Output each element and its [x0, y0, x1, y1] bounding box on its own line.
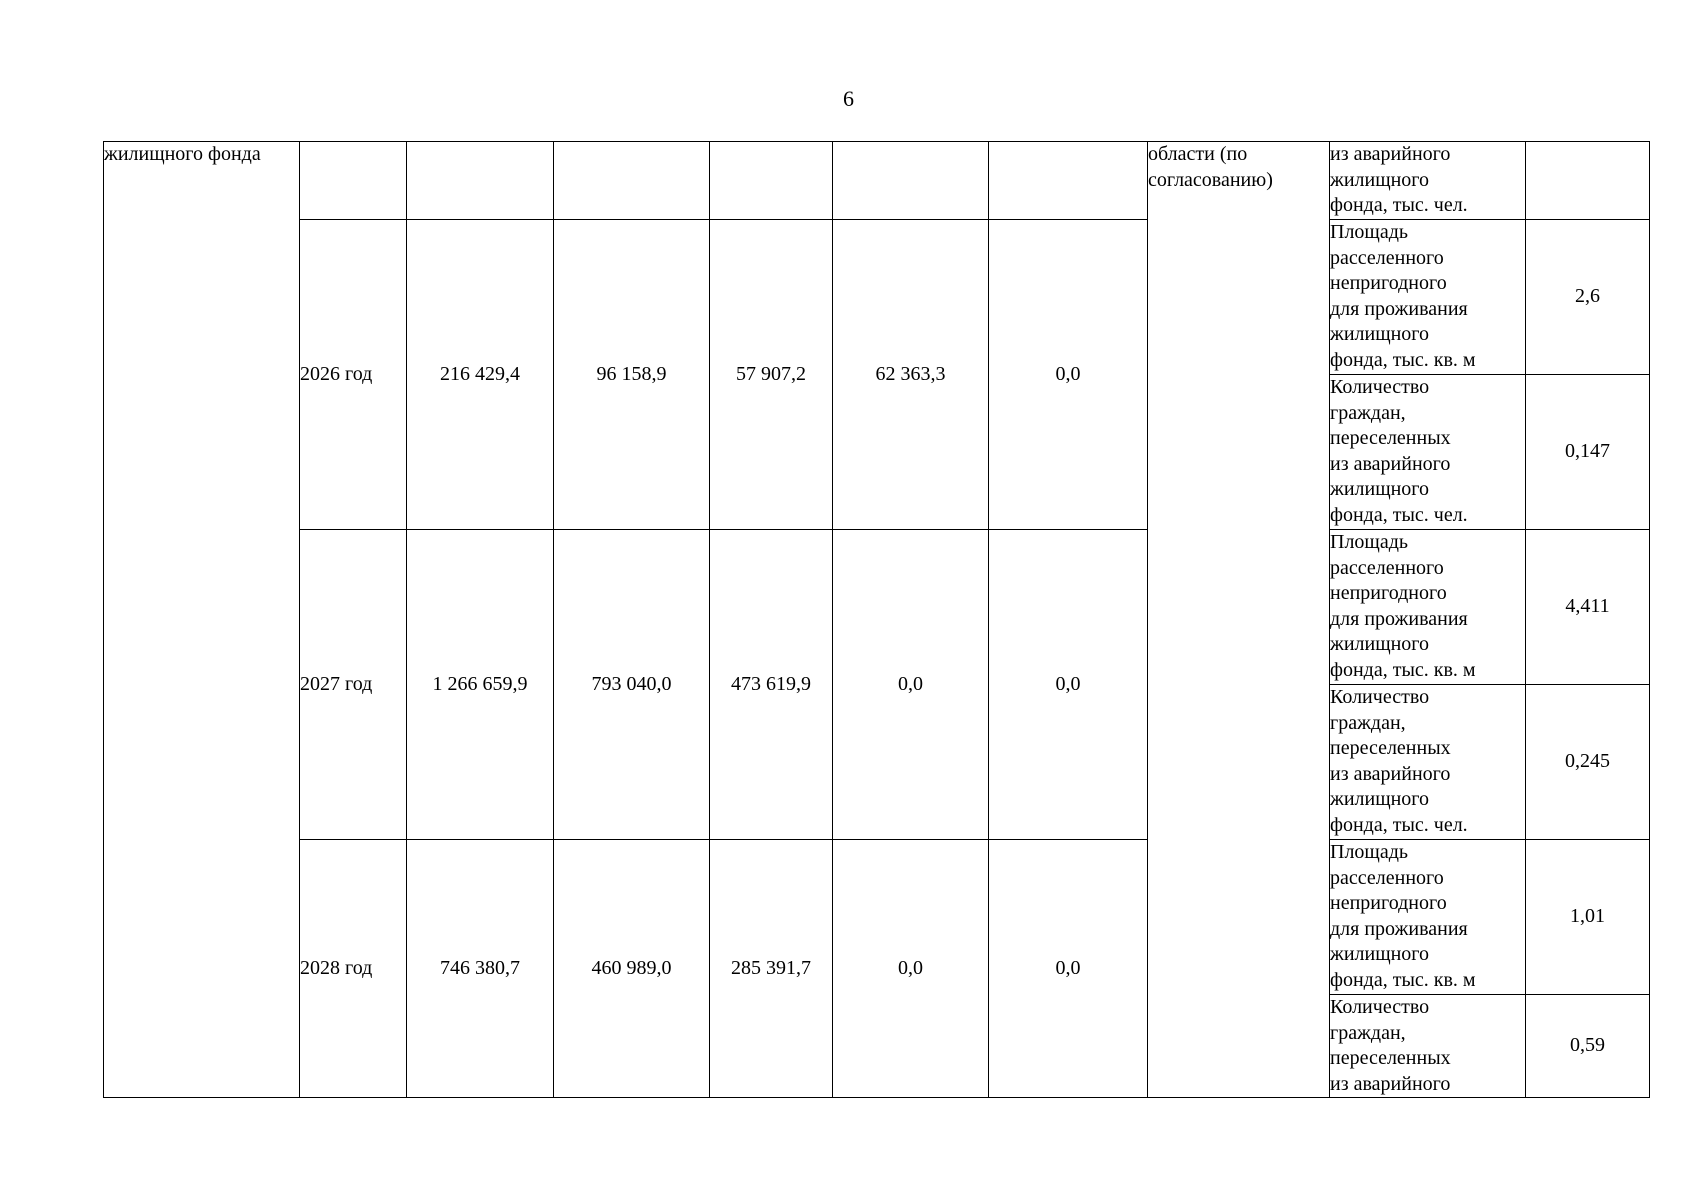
indicator-value-cell: 2,6: [1526, 220, 1650, 375]
table-row: [104, 530, 1650, 685]
amount-cell: 96 158,9: [554, 220, 710, 530]
amount-cell: 0,0: [989, 840, 1148, 1098]
indicator-name-cell: из аварийного жилищного фонда, тыс. чел.: [1330, 142, 1526, 220]
table-row: [104, 142, 1650, 220]
measure-name-cell: жилищного фонда: [104, 142, 300, 1098]
empty-cell: [989, 142, 1148, 220]
indicator-value-cell: 4,411: [1526, 530, 1650, 685]
indicator-value-cell: 0,59: [1526, 995, 1650, 1098]
amount-cell: 793 040,0: [554, 530, 710, 840]
total-amount-cell: 1 266 659,9: [407, 530, 554, 840]
table-row: [104, 220, 1650, 375]
empty-cell: [407, 142, 554, 220]
program-table: [103, 141, 1650, 1098]
year-cell: 2026 год: [300, 220, 407, 530]
empty-cell: [833, 142, 989, 220]
amount-cell: 0,0: [833, 530, 989, 840]
amount-cell: 57 907,2: [710, 220, 833, 530]
page-number: 6: [843, 86, 854, 111]
amount-cell: 473 619,9: [710, 530, 833, 840]
empty-cell: [554, 142, 710, 220]
indicator-value-cell: 1,01: [1526, 840, 1650, 995]
amount-cell: 0,0: [833, 840, 989, 1098]
empty-cell: [710, 142, 833, 220]
indicator-name-cell: Количество граждан, переселенных из аварийного жилищного фонда, тыс. чел.: [1330, 375, 1526, 530]
indicator-name-cell: Площадь расселенного непригодного для проживания жилищного фонда, тыс. кв. м: [1330, 840, 1526, 995]
total-amount-cell: 216 429,4: [407, 220, 554, 530]
table-row: [104, 840, 1650, 995]
amount-cell: 285 391,7: [710, 840, 833, 1098]
indicator-name-cell: Количество граждан, переселенных из аварийного жилищного фонда, тыс. чел.: [1330, 685, 1526, 840]
indicator-value-cell: 0,147: [1526, 375, 1650, 530]
year-cell: 2027 год: [300, 530, 407, 840]
indicator-value-cell: 0,245: [1526, 685, 1650, 840]
indicator-name-cell: Площадь расселенного непригодного для проживания жилищного фонда, тыс. кв. м: [1330, 220, 1526, 375]
indicator-name-cell: Количество граждан, переселенных из аварийного: [1330, 995, 1526, 1098]
empty-cell: [300, 142, 407, 220]
amount-cell: 460 989,0: [554, 840, 710, 1098]
amount-cell: 0,0: [989, 220, 1148, 530]
amount-cell: 62 363,3: [833, 220, 989, 530]
executor-cell: области (по согласованию): [1148, 142, 1330, 1098]
total-amount-cell: 746 380,7: [407, 840, 554, 1098]
year-cell: 2028 год: [300, 840, 407, 1098]
amount-cell: 0,0: [989, 530, 1148, 840]
indicator-value-cell: [1526, 142, 1650, 220]
indicator-name-cell: Площадь расселенного непригодного для проживания жилищного фонда, тыс. кв. м: [1330, 530, 1526, 685]
